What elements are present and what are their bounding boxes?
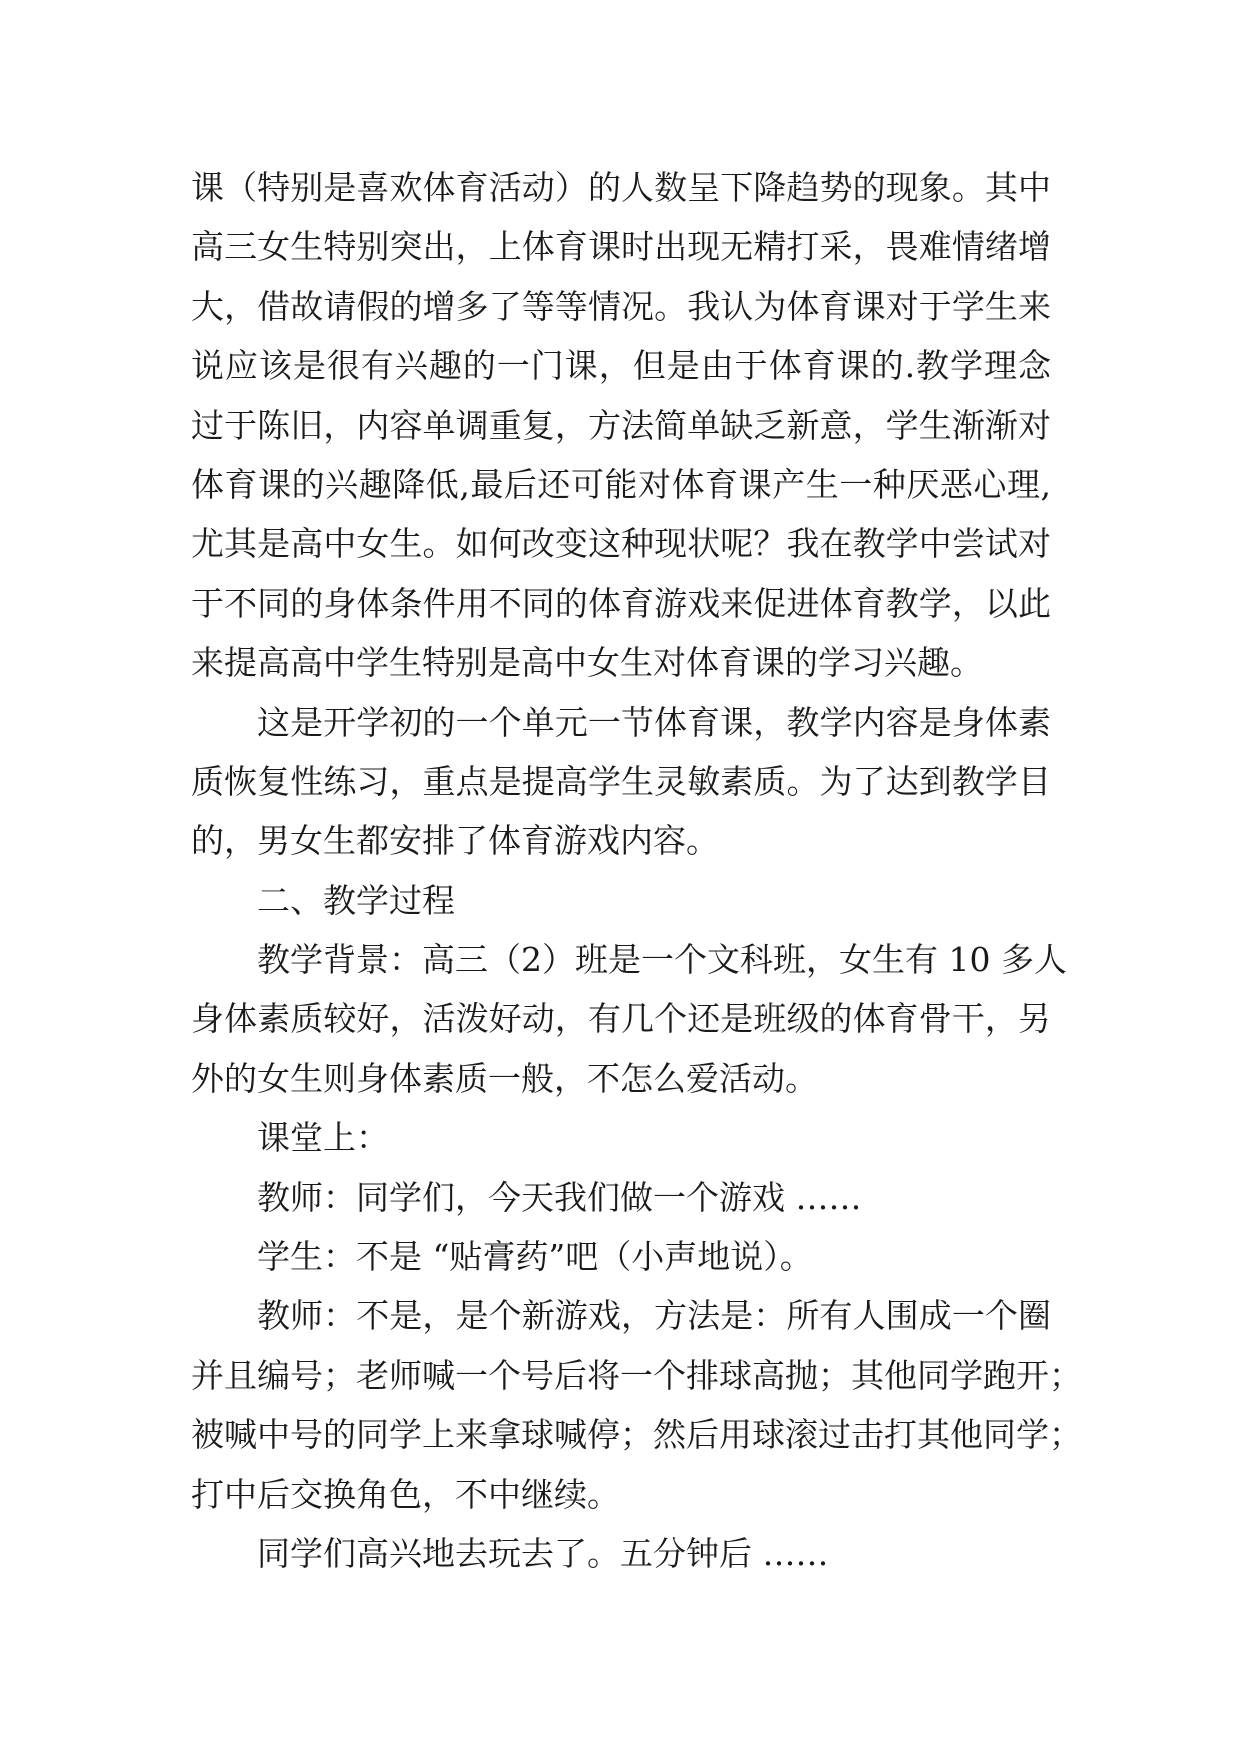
text-line: 打中后交换角色，不中继续。 — [191, 1474, 620, 1514]
paragraph-start-line: 同学们高兴地去玩去了。五分钟后 …… — [257, 1533, 829, 1573]
text-line: 的，男女生都安排了体育游戏内容。 — [191, 821, 719, 861]
paragraph-start-line: 课堂上： — [257, 1118, 389, 1158]
document-page — [191, 158, 1082, 1583]
text-line: 说应该是很有兴趣的一门课，但是由于体育课的.教学理念 — [191, 346, 1051, 386]
text-line: 大，借故请假的增多了等等情况。我认为体育课对于学生来 — [191, 286, 1051, 326]
text-line: 来提高高中学生特别是高中女生对体育课的学习兴趣。 — [191, 643, 983, 683]
paragraph-start-line: 教学背景：高三（2）班是一个文科班，女生有 10 多人 — [257, 940, 1067, 980]
dialogue-line: 教师：同学们，今天我们做一个游戏 …… — [257, 1177, 862, 1217]
section-heading: 二、教学过程 — [257, 880, 455, 920]
dialogue-line: 教师：不是，是个新游戏，方法是：所有人围成一个圈 — [257, 1296, 1051, 1336]
text-line: 于不同的身体条件用不同的体育游戏来促进体育教学，以此 — [191, 583, 1051, 623]
text-line: 高三女生特别突出，上体育课时出现无精打采，畏难情绪增 — [191, 227, 1051, 267]
text-line: 体育课的兴趣降低,最后还可能对体育课产生一种厌恶心理, — [191, 464, 1051, 504]
text-line: 外的女生则身体素质一般，不怎么爱活动。 — [191, 1058, 818, 1098]
text-line: 尤其是高中女生。如何改变这种现状呢？我在教学中尝试对 — [191, 524, 1051, 564]
dialogue-line: 学生：不是 “贴膏药”吧（小声地说）。 — [257, 1237, 813, 1277]
text-line: 并且编号；老师喊一个号后将一个排球高抛；其他同学跑开； — [191, 1355, 1082, 1395]
text-line: 被喊中号的同学上来拿球喊停；然后用球滚过击打其他同学； — [191, 1415, 1082, 1455]
text-line: 质恢复性练习，重点是提高学生灵敏素质。为了达到教学目 — [191, 761, 1051, 801]
text-line: 课（特别是喜欢体育活动）的人数呈下降趋势的现象。其中 — [191, 168, 1051, 207]
paragraph-start-line: 这是开学初的一个单元一节体育课，教学内容是身体素 — [257, 702, 1051, 742]
text-line: 身体素质较好，活泼好动，有几个还是班级的体育骨干，另 — [191, 999, 1051, 1039]
text-line: 过于陈旧，内容单调重复，方法简单缺乏新意，学生渐渐对 — [191, 405, 1051, 445]
